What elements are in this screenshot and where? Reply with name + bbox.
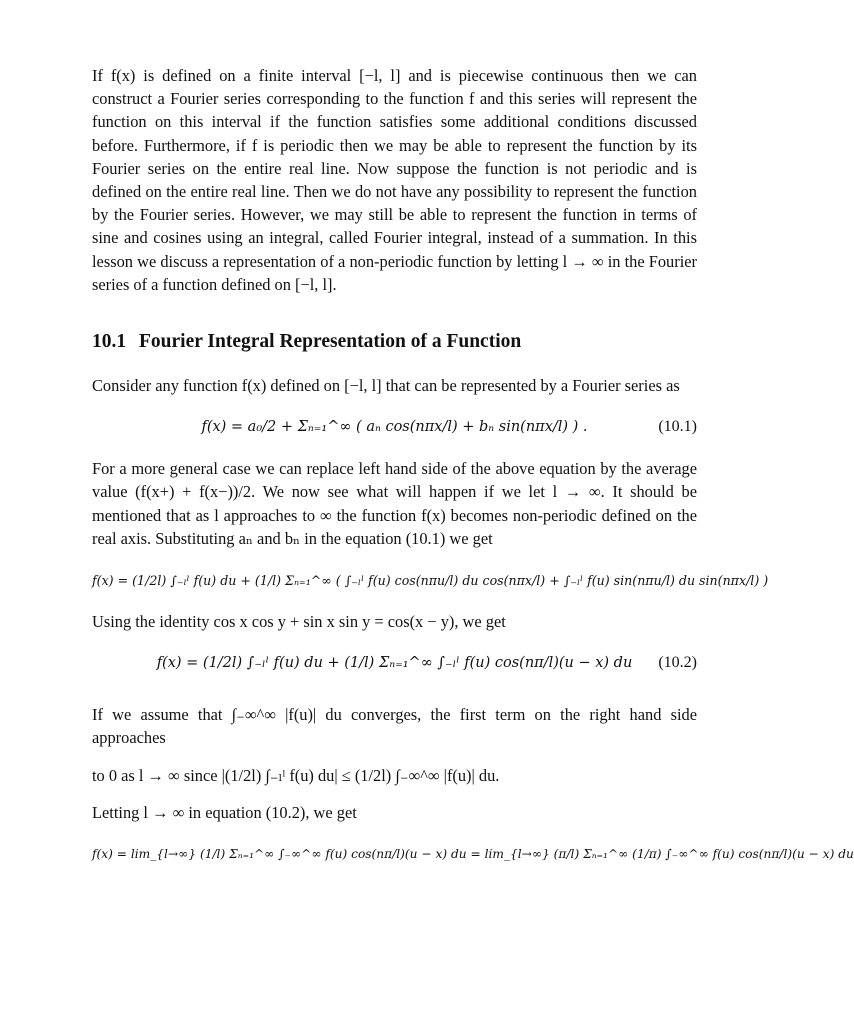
section-heading (92, 330, 697, 354)
identity-paragraph: Using the identity cos x cos y + sin x sin y = cos(x − y), we get (92, 612, 506, 632)
intro-paragraph: If f(x) is defined on a finite interval [−l, l] and is piecewise continuous then we can construct a Fourier series corresponding to the function f and this series will represent the function on this interval if the function satisfies some additional conditions discussed before. Furthermore, if f is periodic then we may be able to represent the function by its Fourier series on the entire real line. Now suppose the function is not periodic and is defined on the entire real line. Then we do not have any possibility to represent the function by the Fourier series. However, we may still be able to represent the function in terms of sine and cosines using an integral, called Fourier integral, instead of a summation. In this lesson we discuss a representation of a non-periodic function by letting l → ∞ in the Fourier series of a function defined on [−l, l]. (92, 66, 697, 294)
equation-10-2-label: (10.2) (658, 654, 697, 672)
equation-limit (92, 828, 854, 880)
equation-substitution-body: f(x) = (1/2l) ∫₋ₗˡ f(u) du + (1/l) Σₙ₌₁^∞ ( ∫₋ₗˡ f(u) cos(nπu/l) du cos(nπx/l) + ∫₋ₗˡ f(u) sin(nπu/l) du sin(nπx/l) ) (92, 572, 769, 588)
consider-paragraph: Consider any function f(x) defined on [−l, l] that can be represented by a Fourier series as (92, 376, 680, 396)
equation-10-2-body: f(x) = (1/2l) ∫₋ₗˡ f(u) du + (1/l) Σₙ₌₁^∞ ∫₋ₗˡ f(u) cos(nπ/l)(u − x) du (156, 655, 633, 672)
equation-10-1-body: f(x) = a₀/2 + Σₙ₌₁^∞ ( aₙ cos(nπx/l) + bₙ sin(nπx/l) ) . (201, 419, 588, 436)
document-page (92, 64, 854, 884)
to-zero-paragraph: to 0 as l → ∞ since |(1/2l) ∫₋ₗˡ f(u) du| ≤ (1/2l) ∫₋∞^∞ |f(u)| du. (92, 765, 500, 785)
assume-paragraph: If we assume that ∫₋∞^∞ |f(u)| du converges, the first term on the right hand side approaches (92, 705, 697, 748)
equation-limit-body: f(x) = lim_{l→∞} (1/l) Σₙ₌₁^∞ ∫₋∞^∞ f(u) cos(nπ/l)(u − x) du = lim_{l→∞} (π/l) Σₙ₌₁^∞ (1/π) ∫₋∞^∞ f(u) cos(nπ/l)(u − x) du (92, 847, 854, 862)
letting-paragraph: Letting l → ∞ in equation (10.2), we get (92, 802, 357, 822)
general-case-paragraph: For a more general case we can replace left hand side of the above equation by the average value (f(x+) + f(x−))/2. We now see what will happen if we let l → ∞. It should be mentioned that as l approaches to ∞ the function f(x) becomes non-periodic defined on the real axis. Substituting aₙ and bₙ in the equation (10.1) we get (92, 459, 697, 548)
equation-substitution (92, 554, 769, 606)
section-number: 10.1 (92, 331, 127, 353)
section-title: Fourier Integral Representation of a Function (139, 331, 522, 353)
equation-10-1 (92, 401, 697, 453)
equation-10-2 (92, 637, 697, 689)
equation-10-1-label: (10.1) (658, 418, 697, 436)
